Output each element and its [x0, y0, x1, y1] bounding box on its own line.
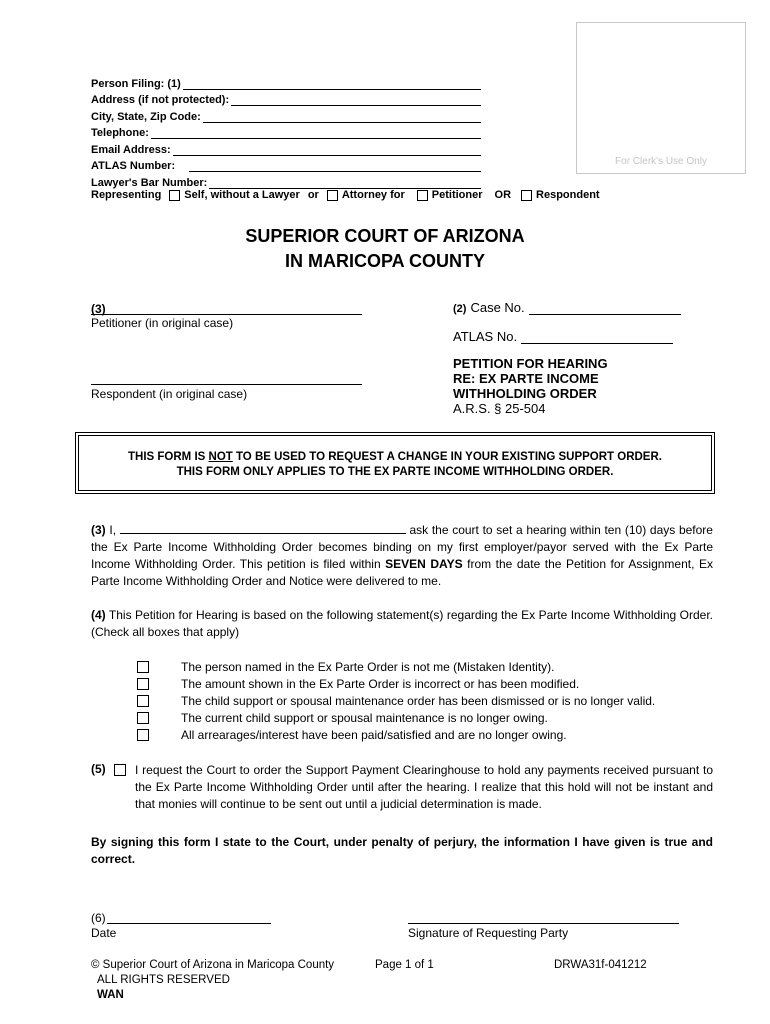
or-label-2: OR: [494, 189, 512, 201]
warning-box: [75, 432, 715, 494]
court-title-line2: IN MARICOPA COUNTY: [285, 251, 485, 271]
case-number-label: Case No.: [470, 300, 525, 315]
checkbox-no-longer-owing[interactable]: [137, 712, 149, 724]
city-state-zip-field[interactable]: [203, 111, 481, 123]
respondent-label: Respondent (in original case): [91, 387, 248, 401]
respondent-checkbox[interactable]: [521, 190, 532, 201]
self-checkbox[interactable]: [169, 190, 180, 201]
respondent-name-field[interactable]: [91, 384, 362, 385]
filer-row-telephone[interactable]: Telephone:: [91, 123, 481, 140]
footer-rights: ALL RIGHTS RESERVED: [97, 974, 230, 986]
checkbox-order-dismissed[interactable]: [137, 695, 149, 707]
perjury-statement: By signing this form I state to the Court, under penalty of perjury, the information I have given is true and correct.: [91, 835, 713, 866]
petitioner-name-field[interactable]: [91, 314, 362, 315]
check-item-amount-incorrect: The amount shown in the Ex Parte Order is incorrect or has been modified.: [137, 675, 655, 692]
telephone-field[interactable]: [151, 127, 481, 139]
filer-row-city[interactable]: City, State, Zip Code:: [91, 106, 481, 123]
statute-reference: A.R.S. § 25-504: [453, 401, 546, 416]
clerk-use-box: [576, 22, 746, 174]
statement-checklist: [137, 658, 655, 743]
checkbox-amount-incorrect[interactable]: [137, 678, 149, 690]
date-field[interactable]: [107, 923, 271, 924]
warning-line1: THIS FORM IS NOT TO BE USED TO REQUEST A CHANGE IN YOUR EXISTING SUPPORT ORDER.: [128, 451, 662, 463]
email-field[interactable]: [173, 144, 481, 156]
atlas-number-field[interactable]: [189, 160, 481, 172]
check-item-order-dismissed: The child support or spousal maintenance order has been dismissed or is no longer valid.: [137, 692, 655, 709]
signature-label: Signature of Requesting Party: [408, 926, 569, 940]
atlas-no-field[interactable]: [521, 331, 673, 344]
footer-copyright: © Superior Court of Arizona in Maricopa County: [91, 959, 335, 971]
petitioner-label: Petitioner (in original case): [91, 316, 234, 330]
self-label: Self, without a Lawyer: [184, 189, 300, 201]
signature-field[interactable]: [408, 923, 679, 924]
court-title-line1: SUPERIOR COURT OF ARIZONA: [245, 226, 525, 246]
filer-row-person[interactable]: Person Filing: (1): [91, 73, 481, 90]
filer-row-email[interactable]: Email Address:: [91, 139, 481, 156]
case-number-field[interactable]: [529, 302, 681, 315]
representing-label: Representing: [91, 189, 162, 201]
filer-row-address[interactable]: Address (if not protected):: [91, 90, 481, 107]
petitioner-number: (3): [91, 302, 106, 316]
case-number-row: [453, 300, 681, 315]
checkbox-mistaken-identity[interactable]: [137, 661, 149, 673]
filer-info-block: [91, 73, 481, 189]
warning-line2: THIS FORM ONLY APPLIES TO THE EX PARTE INCOME WITHHOLDING ORDER.: [176, 466, 614, 478]
address-field[interactable]: [231, 94, 481, 106]
attorney-label: Attorney for: [341, 189, 405, 201]
respondent-label: Respondent: [536, 189, 600, 201]
petitioner-name-inline-field[interactable]: [120, 522, 406, 534]
person-filing-field[interactable]: [183, 78, 481, 90]
check-item-mistaken-identity: The person named in the Ex Parte Order is not me (Mistaken Identity).: [137, 658, 655, 675]
petitioner-checkbox[interactable]: [417, 190, 428, 201]
atlas-no-label: ATLAS No.: [453, 329, 518, 344]
paragraph-4: (4) This Petition for Hearing is based on the following statement(s) regarding the Ex Parte Income Withholding Order. (Check all boxes that apply): [91, 608, 713, 639]
case-number-marker: (2): [453, 303, 467, 315]
bar-number-field[interactable]: [209, 177, 481, 189]
hold-payments-checkbox[interactable]: [114, 764, 126, 776]
clerk-use-label: For Clerk's Use Only: [615, 156, 707, 167]
attorney-checkbox[interactable]: [327, 190, 338, 201]
paragraph-5: I request the Court to order the Support Payment Clearinghouse to hold any payments received pursuant to the Ex Parte Income Withholding Order until after the hearing. I realize that this hold will not be instant and that monies will continue to be sent out until a judicial determination is made.: [135, 763, 713, 811]
paragraph-3: (3) I, ask the court to set a hearing within ten (10) days before the Ex Parte Income Withholding Order becomes binding on my first employer/payor served with the Ex Parte Income Withholding Order. This petition is filed within SEVEN DAYS from the date the Petition for Assignment, Ex Parte Income Withholding Order and Notice were delivered to me.: [91, 523, 713, 588]
paragraph-5-number: (5): [91, 762, 106, 776]
petitioner-label: Petitioner: [431, 189, 483, 201]
check-item-arrearages-paid: All arrearages/interest have been paid/satisfied and are no longer owing.: [137, 726, 655, 743]
or-label: or: [307, 189, 319, 201]
footer-page-number: Page 1 of 1: [375, 959, 434, 971]
representing-row: [91, 189, 600, 201]
filer-row-atlas[interactable]: ATLAS Number:: [91, 156, 481, 173]
footer-code: WAN: [97, 989, 124, 1001]
date-label: Date: [91, 926, 117, 940]
filer-row-bar[interactable]: Lawyer's Bar Number:: [91, 172, 481, 189]
petition-title: PETITION FOR HEARING RE: EX PARTE INCOME WITHHOLDING ORDER A.R.S. § 25-504: [453, 356, 608, 416]
footer-form-id: DRWA31f-041212: [554, 959, 647, 971]
atlas-no-row: [453, 329, 673, 344]
checkbox-arrearages-paid[interactable]: [137, 729, 149, 741]
check-item-no-longer-owing: The current child support or spousal maintenance is no longer owing.: [137, 709, 655, 726]
date-number: (6): [91, 911, 106, 925]
